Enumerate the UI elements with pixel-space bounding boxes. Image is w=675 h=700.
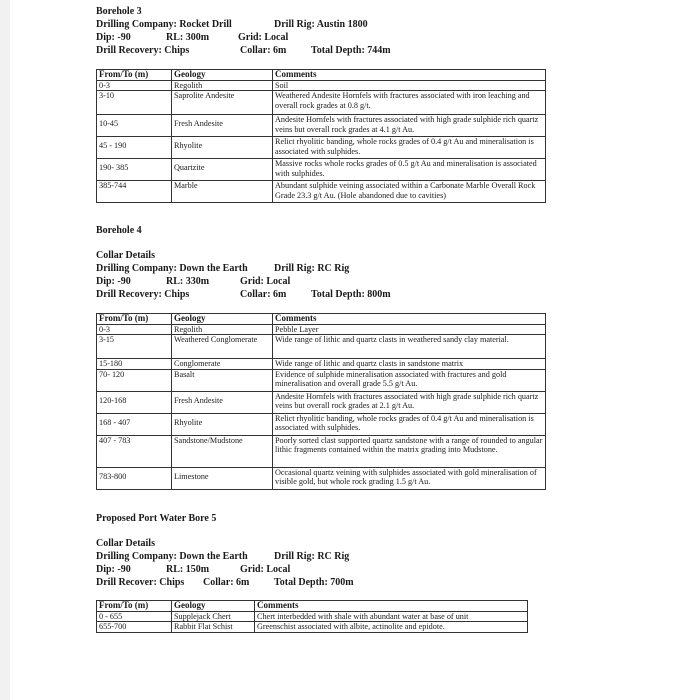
- borehole3-collar: Collar: 6m: [240, 45, 287, 56]
- bore5-recovery: Drill Recover: Chips: [96, 577, 185, 588]
- cell-interval: 655-700: [97, 622, 172, 633]
- cell-comment: Greenschist associated with albite, actinolite and epidote.: [255, 622, 528, 633]
- borehole3-company: Drilling Company: Rocket Drill: [96, 19, 232, 30]
- cell-interval: 783-800: [97, 467, 172, 489]
- table-row: [97, 324, 546, 335]
- borehole4-depth: Total Depth: 800m: [311, 289, 391, 300]
- borehole3-dip: Dip: -90: [96, 32, 131, 43]
- table-row: [97, 181, 546, 203]
- table-row: [97, 115, 546, 137]
- cell-interval: 0 - 655: [97, 611, 172, 622]
- cell-geology: Basalt: [172, 369, 273, 391]
- cell-geology: Fresh Andesite: [172, 391, 273, 413]
- cell-interval: 70- 120: [97, 369, 172, 391]
- bore5-title: Proposed Port Water Bore 5: [96, 513, 217, 524]
- bore5-grid: Grid: Local: [240, 564, 291, 575]
- left-margin-bar: [0, 0, 10, 700]
- cell-comment: Wide range of lithic and quartz clasts in weathered sandy clay material.: [273, 335, 546, 359]
- cell-geology: Rabbit Flat Schist: [172, 622, 255, 633]
- table-header-row: [97, 70, 546, 81]
- table-row: [97, 335, 546, 359]
- cell-interval: 3-10: [97, 91, 172, 115]
- cell-geology: Regolith: [172, 324, 273, 335]
- table-row: [97, 611, 528, 622]
- borehole4-title: Borehole 4: [96, 225, 142, 236]
- borehole4-rig: Drill Rig: RC Rig: [274, 263, 350, 274]
- cell-interval: 385-744: [97, 181, 172, 203]
- header-comments: Comments: [255, 601, 528, 612]
- borehole3-grid: Grid: Local: [238, 32, 289, 43]
- bore5-collar-details: Collar Details: [96, 538, 155, 549]
- cell-interval: 168 - 407: [97, 413, 172, 435]
- cell-geology: Weathered Conglomerate: [172, 335, 273, 359]
- cell-interval: 190- 385: [97, 159, 172, 181]
- borehole4-grid: Grid: Local: [240, 276, 291, 287]
- borehole4-rl: RL: 330m: [166, 276, 210, 287]
- header-comments: Comments: [273, 70, 546, 81]
- bore5-rig: Drill Rig: RC Rig: [274, 551, 350, 562]
- borehole3-recovery: Drill Recovery: Chips: [96, 45, 190, 56]
- cell-geology: Sandstone/Mudstone: [172, 435, 273, 467]
- table-row: [97, 80, 546, 91]
- table-row: [97, 435, 546, 467]
- cell-interval: 0-3: [97, 80, 172, 91]
- bore5-dip: Dip: -90: [96, 564, 131, 575]
- cell-geology: Regolith: [172, 80, 273, 91]
- borehole4-company: Drilling Company: Down the Earth: [96, 263, 248, 274]
- header-comments: Comments: [273, 314, 546, 325]
- cell-comment: Soil: [273, 80, 546, 91]
- bore5-table: [96, 600, 528, 633]
- cell-geology: Limestone: [172, 467, 273, 489]
- header-from-to: From/To (m): [97, 601, 172, 612]
- table-row: [97, 91, 546, 115]
- borehole4-table: [96, 313, 546, 490]
- cell-geology: Supplejack Chert: [172, 611, 255, 622]
- bore5-company: Drilling Company: Down the Earth: [96, 551, 248, 562]
- borehole3-table: [96, 69, 546, 203]
- cell-comment: Evidence of sulphide mineralisation associated with fractures and gold mineralisation and overall grade 5.5 g/t Au.: [273, 369, 546, 391]
- cell-comment: Relict rhyolitic banding, whole rocks grades of 0.4 g/t Au and mineralisation is associated with sulphides.: [273, 137, 546, 159]
- cell-interval: 10-45: [97, 115, 172, 137]
- header-geology: Geology: [172, 601, 255, 612]
- table-row: [97, 137, 546, 159]
- table-row: [97, 413, 546, 435]
- table-row: [97, 622, 528, 633]
- cell-comment: Weathered Andesite Hornfels with fractures associated with iron leaching and overall rock grades at 0.8 g/t.: [273, 91, 546, 115]
- cell-interval: 45 - 190: [97, 137, 172, 159]
- header-geology: Geology: [172, 314, 273, 325]
- table-row: [97, 369, 546, 391]
- borehole3-rig: Drill Rig: Austin 1800: [274, 19, 368, 30]
- cell-interval: 407 - 783: [97, 435, 172, 467]
- cell-geology: Saprolite Andesite: [172, 91, 273, 115]
- borehole4-dip: Dip: -90: [96, 276, 131, 287]
- cell-interval: 15-180: [97, 359, 172, 370]
- table-row: [97, 467, 546, 489]
- cell-geology: Conglomerate: [172, 359, 273, 370]
- borehole3-depth: Total Depth: 744m: [311, 45, 391, 56]
- header-from-to: From/To (m): [97, 314, 172, 325]
- cell-interval: 120-168: [97, 391, 172, 413]
- table-row: [97, 359, 546, 370]
- cell-comment: Massive rocks whole rocks grades of 0.5 g/t Au and mineralisation is associated with sulphides.: [273, 159, 546, 181]
- cell-comment: Occasional quartz veining with sulphides associated with gold mineralisation of visible gold, but whole rock grading 1.5 g/t Au.: [273, 467, 546, 489]
- header-from-to: From/To (m): [97, 70, 172, 81]
- cell-interval: 3-15: [97, 335, 172, 359]
- cell-comment: Pebble Layer: [273, 324, 546, 335]
- table-header-row: [97, 314, 546, 325]
- cell-comment: Poorly sorted clast supported quartz sandstone with a range of rounded to angular lithic fragments contained within the matrix grading into Mudstone.: [273, 435, 546, 467]
- borehole3-rl: RL: 300m: [166, 32, 210, 43]
- cell-geology: Rhyolite: [172, 413, 273, 435]
- cell-geology: Rhyolite: [172, 137, 273, 159]
- borehole4-collar: Collar: 6m: [240, 289, 287, 300]
- header-geology: Geology: [172, 70, 273, 81]
- borehole3-title: Borehole 3: [96, 6, 142, 17]
- borehole4-recovery: Drill Recovery: Chips: [96, 289, 190, 300]
- cell-interval: 0-3: [97, 324, 172, 335]
- cell-comment: Andesite Hornfels with fractures associated with high grade sulphide rich quartz veins but overall rock grades at 4.1 g/t Au.: [273, 115, 546, 137]
- cell-comment: Wide range of lithic and quartz clasts in sandstone matrix: [273, 359, 546, 370]
- cell-geology: Marble: [172, 181, 273, 203]
- bore5-depth: Total Depth: 700m: [274, 577, 354, 588]
- table-row: [97, 391, 546, 413]
- cell-comment: Chert interbedded with shale with abundant water at base of unit: [255, 611, 528, 622]
- cell-comment: Relict rhyolitic banding, whole rocks grades of 0.4 g/t Au and mineralisation is associated with sulphides.: [273, 413, 546, 435]
- table-header-row: [97, 601, 528, 612]
- cell-comment: Abundant sulphide veining associated within a Carbonate Marble Overall Rock Grade 23.3 g/t Au. (Hole abandoned due to cavities): [273, 181, 546, 203]
- cell-comment: Andesite Hornfels with fractures associated with high grade sulphide rich quartz veins but overall rock grades at 2.1 g/t Au.: [273, 391, 546, 413]
- bore5-rl: RL: 150m: [166, 564, 210, 575]
- cell-geology: Fresh Andesite: [172, 115, 273, 137]
- table-row: [97, 159, 546, 181]
- cell-geology: Quartzite: [172, 159, 273, 181]
- borehole4-collar-details: Collar Details: [96, 250, 155, 261]
- bore5-collar: Collar: 6m: [203, 577, 250, 588]
